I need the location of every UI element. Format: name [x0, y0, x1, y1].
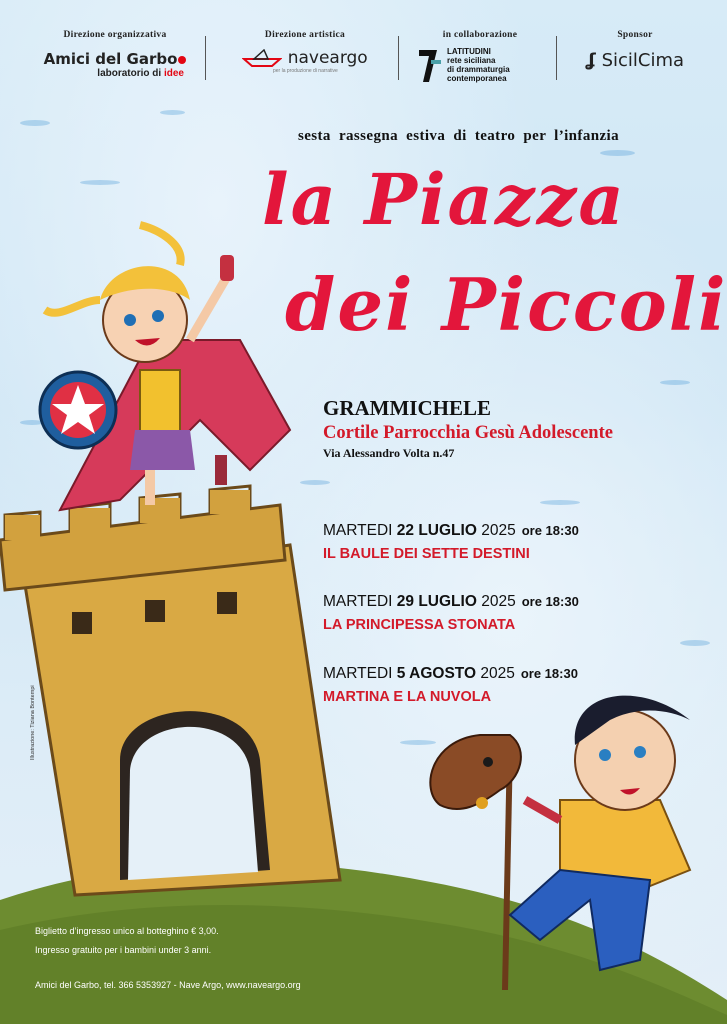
naveargo-logo: naveargo — [225, 48, 385, 68]
event-title: MARTINA E LA NUVOLA — [323, 689, 492, 705]
sponsor-caption: Sponsor — [617, 30, 653, 40]
event-title: IL BAULE DEI SETTE DESTINI — [323, 546, 530, 562]
collaboration-caption: in collaborazione — [442, 30, 518, 40]
event-title: LA PRINCIPESSA STONATA — [323, 617, 516, 633]
sicilcima-logo: ʆ SicilCima — [585, 50, 685, 71]
title-line-2: dei Piccoli — [285, 262, 727, 347]
amici-del-garbo-tagline: laboratorio di idee — [97, 68, 184, 79]
free-entry-text: Ingresso gratuito per i bambini under 3 anni. — [35, 945, 212, 955]
venue-city: GRAMMICHELE — [323, 396, 491, 420]
ticket-price-text: Biglietto d’ingresso unico al botteghino € 3,00. — [35, 926, 219, 936]
sicilcima-mark-icon: ʆ — [585, 50, 596, 71]
event-item — [323, 593, 579, 633]
organizer-caption: Direzione organizzativa — [63, 30, 167, 40]
venue-place: Cortile Parrocchia Gesù Adolescente — [323, 423, 613, 443]
event-date: MARTEDI 5 AGOSTO 2025 ore 18:30 — [323, 665, 578, 682]
amici-del-garbo-logo: Amici del Garbo — [40, 50, 190, 68]
girl-superhero-illustration — [40, 225, 290, 510]
naveargo-tagline: per la produzione di narrative — [273, 68, 338, 74]
venue-address: Via Alessandro Volta n.47 — [323, 446, 455, 460]
castle-tower-illustration — [0, 486, 340, 895]
event-date: MARTEDI 22 LUGLIO 2025 ore 18:30 — [323, 522, 579, 539]
latitudini-logo: LATITUDINI rete siciliana di drammaturgia contemporanea — [415, 46, 545, 84]
event-date: MARTEDI 29 LUGLIO 2025 ore 18:30 — [323, 593, 579, 610]
illustration-credit: Illustrazione: Tiziana Bontempi — [30, 685, 36, 760]
festival-subtitle: sesta rassegna estiva di teatro per l’infanzia — [298, 128, 619, 144]
event-item — [323, 665, 578, 705]
contacts-text: Amici del Garbo, tel. 366 5353927 - Nave Argo, www.naveargo.org — [35, 980, 301, 990]
artistic-caption: Direzione artistica — [264, 30, 346, 40]
title-line-1: la Piazza — [262, 158, 626, 241]
event-item — [323, 522, 579, 562]
